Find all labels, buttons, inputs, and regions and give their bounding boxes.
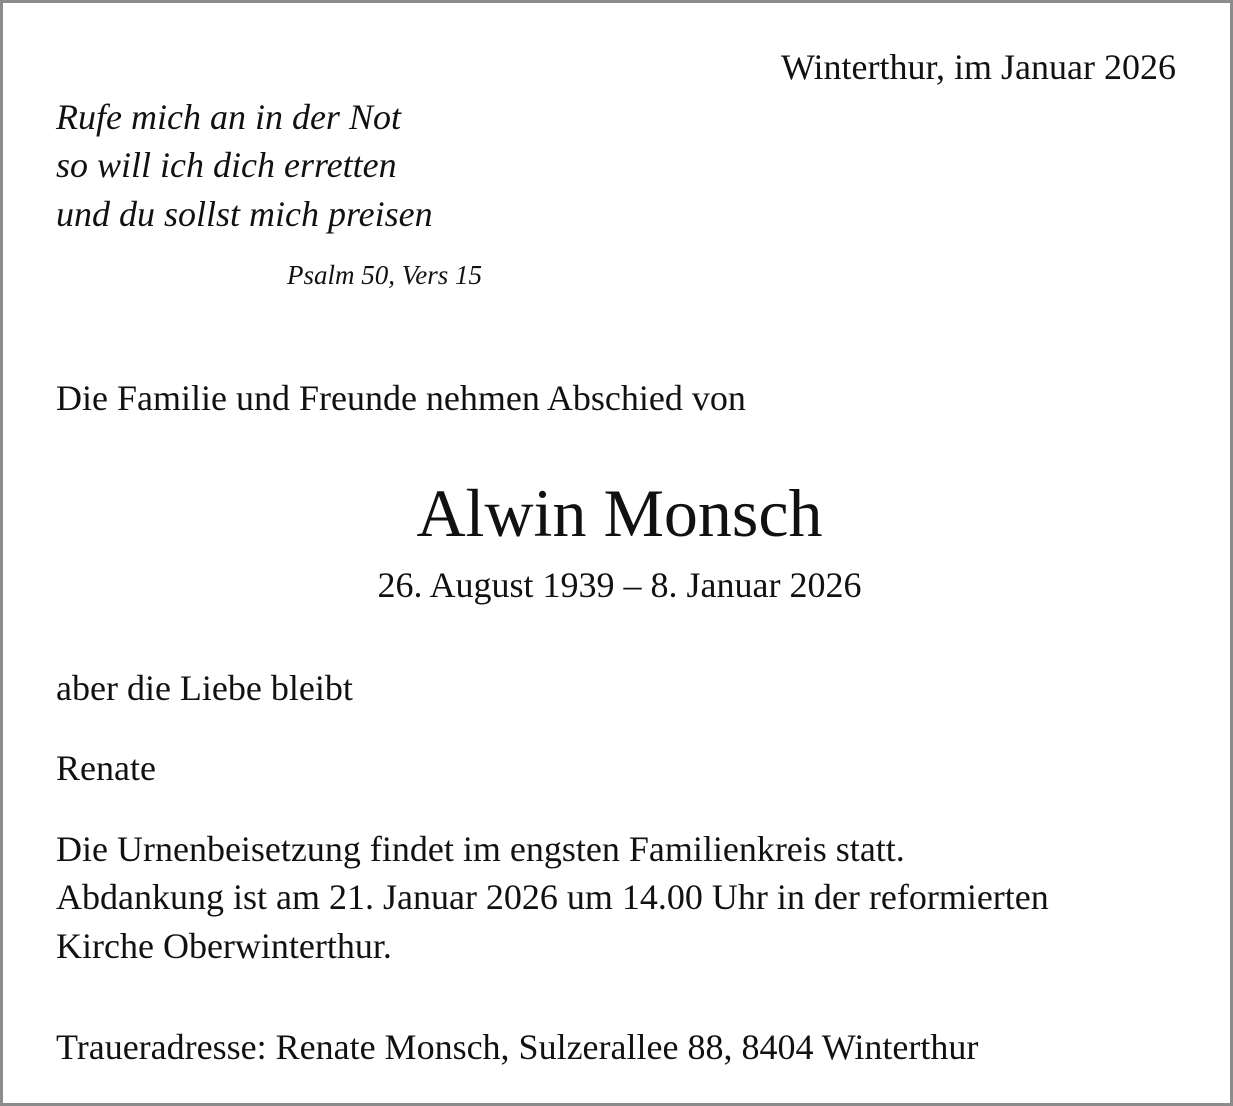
signature: Renate (56, 748, 156, 788)
life-dates: 26. August 1939 – 8. Januar 2026 (377, 565, 862, 605)
ceremony-line-1: Die Urnenbeisetzung findet im engsten Familienkreis statt. (56, 829, 905, 869)
mourning-address: Traueradresse: Renate Monsch, Sulzerallee 88, 8404 Winterthur (56, 1027, 979, 1067)
closing-phrase: aber die Liebe bleibt (56, 668, 353, 708)
ceremony-line-2: Abdankung ist am 21. Januar 2026 um 14.00 Uhr in der reformierten (56, 877, 1049, 917)
verse-line-1: Rufe mich an in der Not (56, 97, 401, 137)
verse-line-3: und du sollst mich preisen (56, 194, 433, 234)
intro-text: Die Familie und Freunde nehmen Abschied von (56, 378, 746, 418)
deceased-name: Alwin Monsch (416, 475, 823, 551)
ceremony-line-3: Kirche Oberwinterthur. (56, 926, 392, 966)
verse-line-2: so will ich dich erretten (56, 145, 397, 185)
place-date: Winterthur, im Januar 2026 (780, 47, 1176, 87)
verse-reference: Psalm 50, Vers 15 (287, 260, 482, 290)
